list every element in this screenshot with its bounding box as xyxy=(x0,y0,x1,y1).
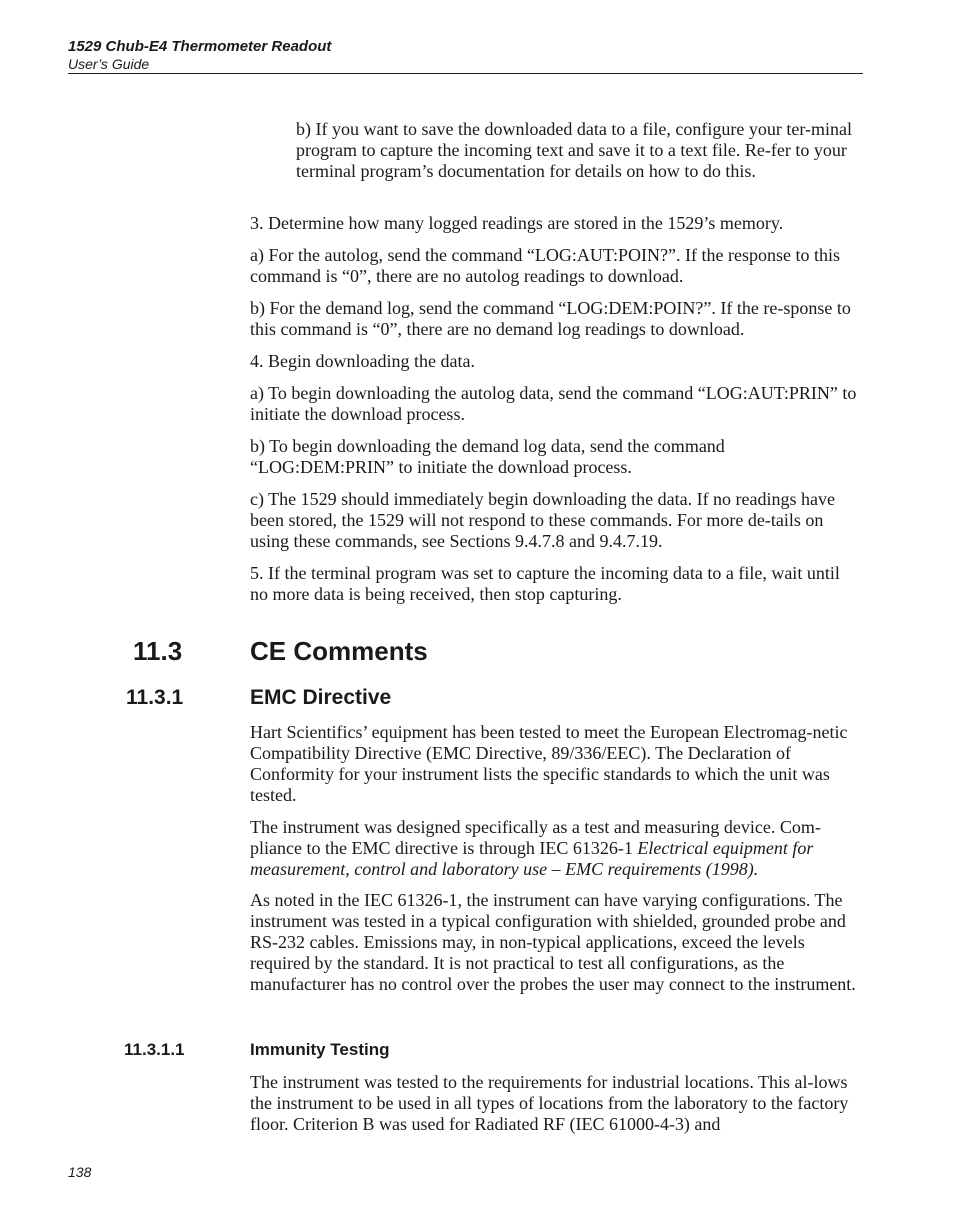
page-number: 138 xyxy=(68,1164,92,1180)
paragraph-configurations: As noted in the IEC 61326-1, the instrument can have varying configurations. The instrument was tested in a typical configuration with shielded, grounded probe and RS-232 cables. Emissions may, in non-typical applications, exceed the levels required by the standard. It is not practical to test all configurations, as the manufacturer has no control over the probes the user may connect to the instrument. xyxy=(250,890,856,994)
document-title: 1529 Chub-E4 Thermometer Readout xyxy=(68,38,332,55)
paragraph-autolog-count: a) For the autolog, send the command “LOG:AUT:POIN?”. If the response to this command is “0”, there are no autolog readings to download. xyxy=(250,245,840,286)
paragraph-step-4: 4. Begin downloading the data. xyxy=(250,351,475,371)
paragraph-demand-log-count: b) For the demand log, send the command “LOG:DEM:POIN?”. If the re-sponse to this command is “0”, there are no demand log readings to download. xyxy=(250,298,851,339)
paragraph-step-3: 3. Determine how many logged readings are stored in the 1529’s memory. xyxy=(250,213,784,233)
paragraph-step-5: 5. If the terminal program was set to capture the incoming data to a file, wait until no more data is being received, then stop capturing. xyxy=(250,563,840,604)
emc-compliance-text: The instrument was designed specifically as a test and measuring device. Com-pliance to the EMC directive is through IEC 61326-1 xyxy=(250,817,821,858)
section-title-emc-directive: EMC Directive xyxy=(250,686,392,709)
section-number-11-3-1: 11.3.1 xyxy=(126,686,184,709)
paragraph-save-to-file: b) If you want to save the downloaded data to a file, configure your ter-minal program to capture the incoming text and save it to a text file. Re-fer to your terminal program’s documentation for details on how to do this. xyxy=(296,119,852,181)
paragraph-demand-log-download: b) To begin downloading the demand log data, send the command “LOG:DEM:PRIN” to initiate the download process. xyxy=(250,436,725,477)
document-subtitle: User’s Guide xyxy=(68,56,150,72)
paragraph-download-behavior: c) The 1529 should immediately begin downloading the data. If no readings have been stored, the 1529 will not respond to these commands. For more de-tails on using these commands, see Sections 9.4.7.8 and 9.4.7.19. xyxy=(250,489,836,551)
section-number-11-3-1-1: 11.3.1.1 xyxy=(124,1040,185,1059)
paragraph-immunity-testing: The instrument was tested to the requirements for industrial locations. This al-lows the instrument to be used in all types of locations from the laboratory to the factory floor. Criterion B was used for Radiated RF (IEC 61000-4-3) and xyxy=(250,1072,849,1134)
paragraph-emc-compliance xyxy=(250,817,858,880)
section-title-immunity-testing: Immunity Testing xyxy=(250,1040,390,1059)
paragraph-emc-directive: Hart Scientifics’ equipment has been tested to meet the European Electromag-netic Compatibility Directive (EMC Directive, 89/336/EEC). The Declaration of Conformity for your instrument lists the specific standards to which the unit was tested. xyxy=(250,722,848,805)
section-title-ce-comments: CE Comments xyxy=(250,636,428,666)
section-number-11-3: 11.3 xyxy=(133,636,183,666)
paragraph-autolog-download: a) To begin downloading the autolog data, send the command “LOG:AUT:PRIN” to initiate the download process. xyxy=(250,383,857,424)
page-header xyxy=(68,38,863,74)
emc-standard-title: Electrical equipment for measurement, control and laboratory use – EMC requirements (1998). xyxy=(250,838,814,879)
